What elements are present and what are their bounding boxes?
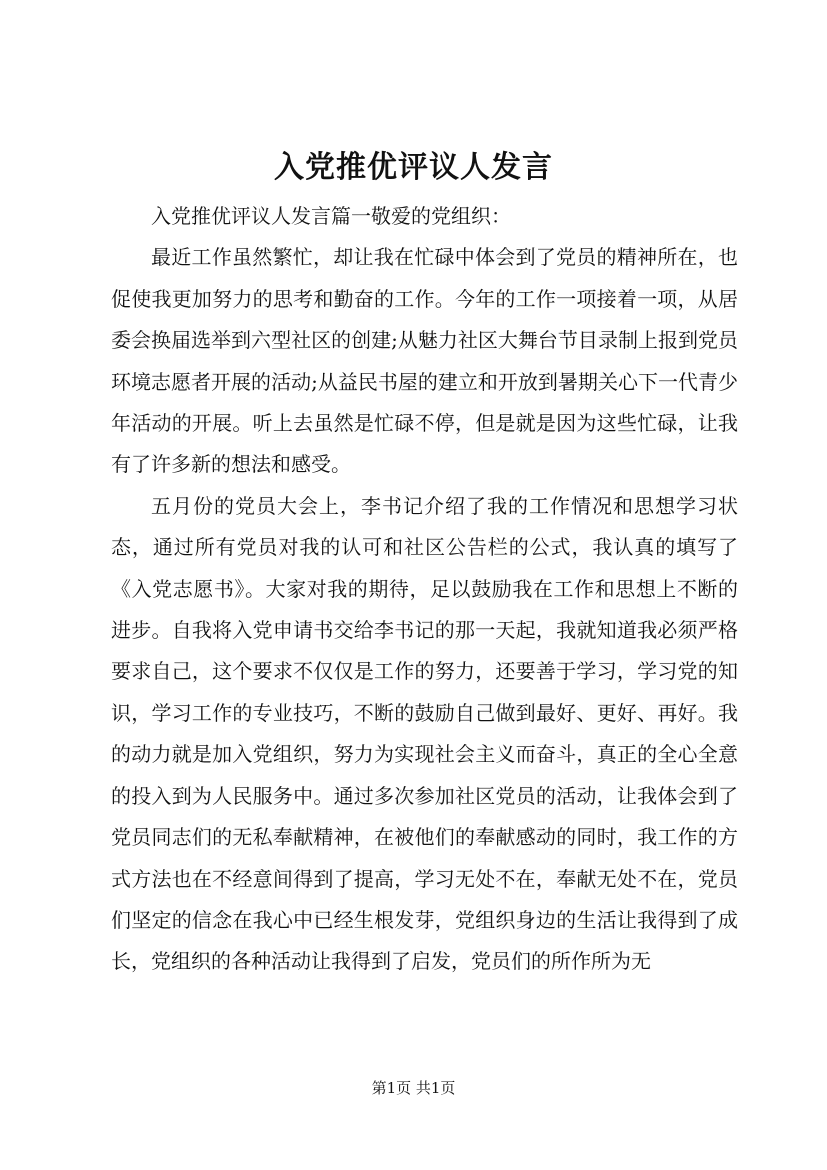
page-number: 第1页 共1页: [371, 1079, 456, 1097]
salutation-paragraph: 入党推优评议人发言篇一敬爱的党组织：: [151, 204, 511, 228]
document-title: 入党推优评议人发言: [274, 150, 553, 185]
body-paragraph-1: 最近工作虽然繁忙，却让我在忙碌中体会到了党员的精神所在，也促使我更加努力的思考和勤奋的工作。今年的工作一项接着一项，从居委会换届选举到六型社区的创建;从魅力社区大舞台节目录制上报到党员环境志愿者开展的活动;从益民书屋的建立和开放到暑期关心下一代青少年活动的开展。听上去虽然是忙碌不停，但是就是因为这些忙碌，让我有了许多新的想法和感受。: [111, 245, 738, 477]
page-footer: [0, 1077, 827, 1099]
body-paragraph-2: 五月份的党员大会上，李书记介绍了我的工作情况和思想学习状态，通过所有党员对我的认可和社区公告栏的公式，我认真的填写了《入党志愿书》。大家对我的期待，足以鼓励我在工作和思想上不断的进步。自我将入党申请书交给李书记的那一天起，我就知道我必须严格要求自己，这个要求不仅仅是工作的努力，还要善于学习，学习党的知识，学习工作的专业技巧，不断的鼓励自己做到最好、更好、再好。我的动力就是加入党组织，努力为实现社会主义而奋斗，真正的全心全意的投入到为人民服务中。通过多次参加社区党员的活动，让我体会到了党员同志们的无私奉献精神，在被他们的奉献感动的同时，我工作的方式方法也在不经意间得到了提高，学习无处不在，奉献无处不在，党员们坚定的信念在我心中已经生根发芽，党组织身边的生活让我得到了成长，党组织的各种活动让我得到了启发，党员们的所作所为无: [111, 493, 738, 974]
document-body: [111, 196, 738, 983]
